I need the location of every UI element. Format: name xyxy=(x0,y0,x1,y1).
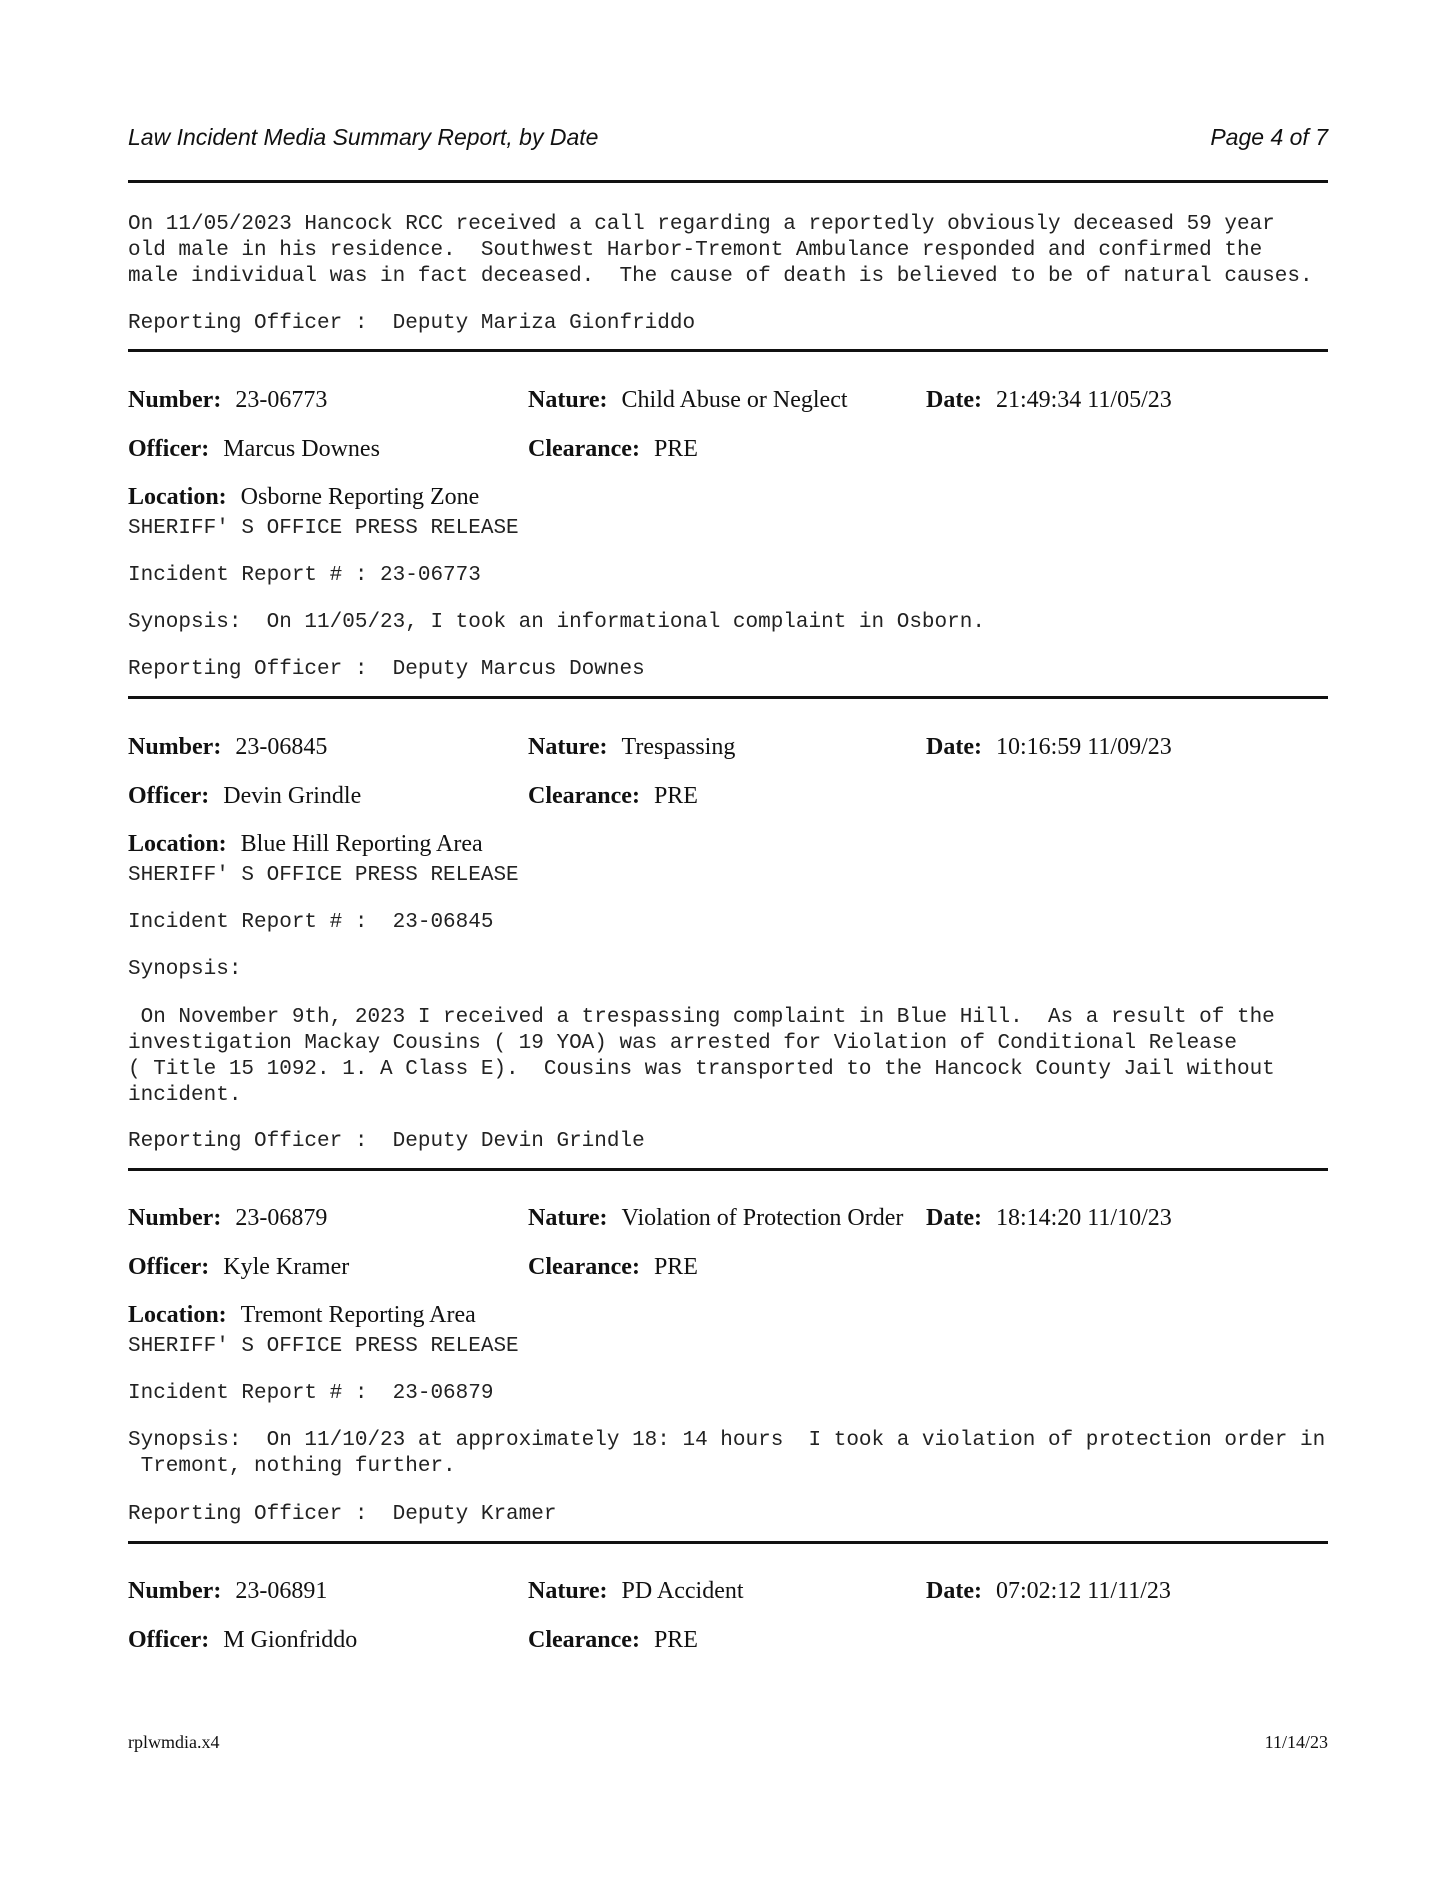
footer-date: 11/14/23 xyxy=(1264,1732,1328,1752)
location-label: Location: xyxy=(128,1302,227,1328)
incident-location-row xyxy=(128,831,1328,861)
incident-location: Tremont Reporting Area xyxy=(240,1302,476,1328)
synopsis-label: Synopsis: xyxy=(128,958,242,981)
reporting-officer-line: Reporting Officer : Deputy Marcus Downes xyxy=(128,658,645,681)
incident-officer-row xyxy=(128,1254,1328,1284)
incident-date: 21:49:34 11/05/23 xyxy=(995,387,1172,413)
incident-location-row xyxy=(128,484,1328,514)
officer-label: Officer: xyxy=(128,1627,210,1653)
incident-date: 18:14:20 11/10/23 xyxy=(995,1205,1172,1231)
incident-nature: PD Accident xyxy=(621,1578,744,1604)
press-release-line: SHERIFF' S OFFICE PRESS RELEASE xyxy=(128,517,519,540)
date-label: Date: xyxy=(926,387,982,413)
incident-nature: Violation of Protection Order xyxy=(621,1205,904,1231)
incident-nature: Trespassing xyxy=(621,734,736,760)
clearance-label: Clearance: xyxy=(528,783,640,809)
incident-date: 07:02:12 11/11/23 xyxy=(995,1578,1171,1604)
nature-label: Nature: xyxy=(528,1578,608,1604)
incident-officer: M Gionfriddo xyxy=(223,1627,358,1653)
date-label: Date: xyxy=(926,734,982,760)
officer-label: Officer: xyxy=(128,1254,210,1280)
incident-report-number: Incident Report # : 23-06879 xyxy=(128,1382,494,1405)
number-label: Number: xyxy=(128,1578,222,1604)
synopsis-text: Synopsis: On 11/05/23, I took an informational complaint in Osborn. xyxy=(128,611,985,634)
header-divider xyxy=(128,180,1328,183)
press-release-line: SHERIFF' S OFFICE PRESS RELEASE xyxy=(128,1335,519,1358)
incident-clearance: PRE xyxy=(653,1627,698,1653)
number-label: Number: xyxy=(128,1205,222,1231)
section-divider xyxy=(128,1168,1328,1171)
synopsis-text: Synopsis: On 11/10/23 at approximately 18: 14 hours I took a violation of protection order in Tremont, nothing further. xyxy=(128,1429,1326,1478)
incident-officer: Devin Grindle xyxy=(223,783,362,809)
incident-location: Osborne Reporting Zone xyxy=(240,484,480,510)
incident-officer-row xyxy=(128,783,1328,813)
incident-officer: Kyle Kramer xyxy=(223,1254,350,1280)
incident-number: 23-06773 xyxy=(235,387,328,413)
incident-clearance: PRE xyxy=(653,1254,698,1280)
nature-label: Nature: xyxy=(528,734,608,760)
incident-header-row xyxy=(128,734,1328,764)
location-label: Location: xyxy=(128,484,227,510)
clearance-label: Clearance: xyxy=(528,1627,640,1653)
reporting-officer-line: Reporting Officer : Deputy Kramer xyxy=(128,1503,557,1526)
nature-label: Nature: xyxy=(528,387,608,413)
clearance-label: Clearance: xyxy=(528,1254,640,1280)
report-title: Law Incident Media Summary Report, by Date xyxy=(128,124,599,150)
incident-clearance: PRE xyxy=(653,436,698,462)
section-divider xyxy=(128,696,1328,699)
officer-label: Officer: xyxy=(128,436,210,462)
incident-location-row xyxy=(128,1302,1328,1332)
date-label: Date: xyxy=(926,1205,982,1231)
incident-header-row xyxy=(128,1578,1328,1608)
number-label: Number: xyxy=(128,734,222,760)
nature-label: Nature: xyxy=(528,1205,608,1231)
incident-report-number: Incident Report # : 23-06773 xyxy=(128,564,481,587)
incident-location: Blue Hill Reporting Area xyxy=(240,831,483,857)
number-label: Number: xyxy=(128,387,222,413)
incident-officer: Marcus Downes xyxy=(223,436,380,462)
section-divider xyxy=(128,1541,1328,1544)
reporting-officer-line: Reporting Officer : Deputy Devin Grindle xyxy=(128,1130,645,1153)
incident-header-row xyxy=(128,387,1328,417)
reporting-officer-line: Reporting Officer : Deputy Mariza Gionfriddo xyxy=(128,312,696,335)
continuation-text: On 11/05/2023 Hancock RCC received a call regarding a reportedly obviously deceased 59 year old male in his residence. Southwest Harbor-Tremont Ambulance responded and confirmed the male individual was in fact deceased. The cause of death is believed to be of natural causes. xyxy=(128,213,1313,288)
date-label: Date: xyxy=(926,1578,982,1604)
incident-number: 23-06879 xyxy=(235,1205,328,1231)
press-release-line: SHERIFF' S OFFICE PRESS RELEASE xyxy=(128,864,519,887)
page-indicator: Page 4 of 7 xyxy=(1210,124,1328,150)
report-header xyxy=(128,124,1328,151)
incident-date: 10:16:59 11/09/23 xyxy=(995,734,1172,760)
incident-header-row xyxy=(128,1205,1328,1235)
incident-clearance: PRE xyxy=(653,783,698,809)
incident-number: 23-06845 xyxy=(235,734,328,760)
clearance-label: Clearance: xyxy=(528,436,640,462)
synopsis-text: On November 9th, 2023 I received a trespassing complaint in Blue Hill. As a result of the investigation Mackay Cousins ( 19 YOA) was arrested for Violation of Conditional Release ( Title 15 1092. 1. A Class E). Cousins was transported to the Hancock County Jail without incident. xyxy=(128,1006,1275,1107)
footer-report-id: rplwmdia.x4 xyxy=(128,1732,220,1752)
location-label: Location: xyxy=(128,831,227,857)
officer-label: Officer: xyxy=(128,783,210,809)
incident-nature: Child Abuse or Neglect xyxy=(621,387,848,413)
incident-report-number: Incident Report # : 23-06845 xyxy=(128,911,494,934)
incident-officer-row xyxy=(128,1627,1328,1657)
incident-number: 23-06891 xyxy=(235,1578,328,1604)
section-divider xyxy=(128,349,1328,352)
incident-officer-row xyxy=(128,436,1328,466)
